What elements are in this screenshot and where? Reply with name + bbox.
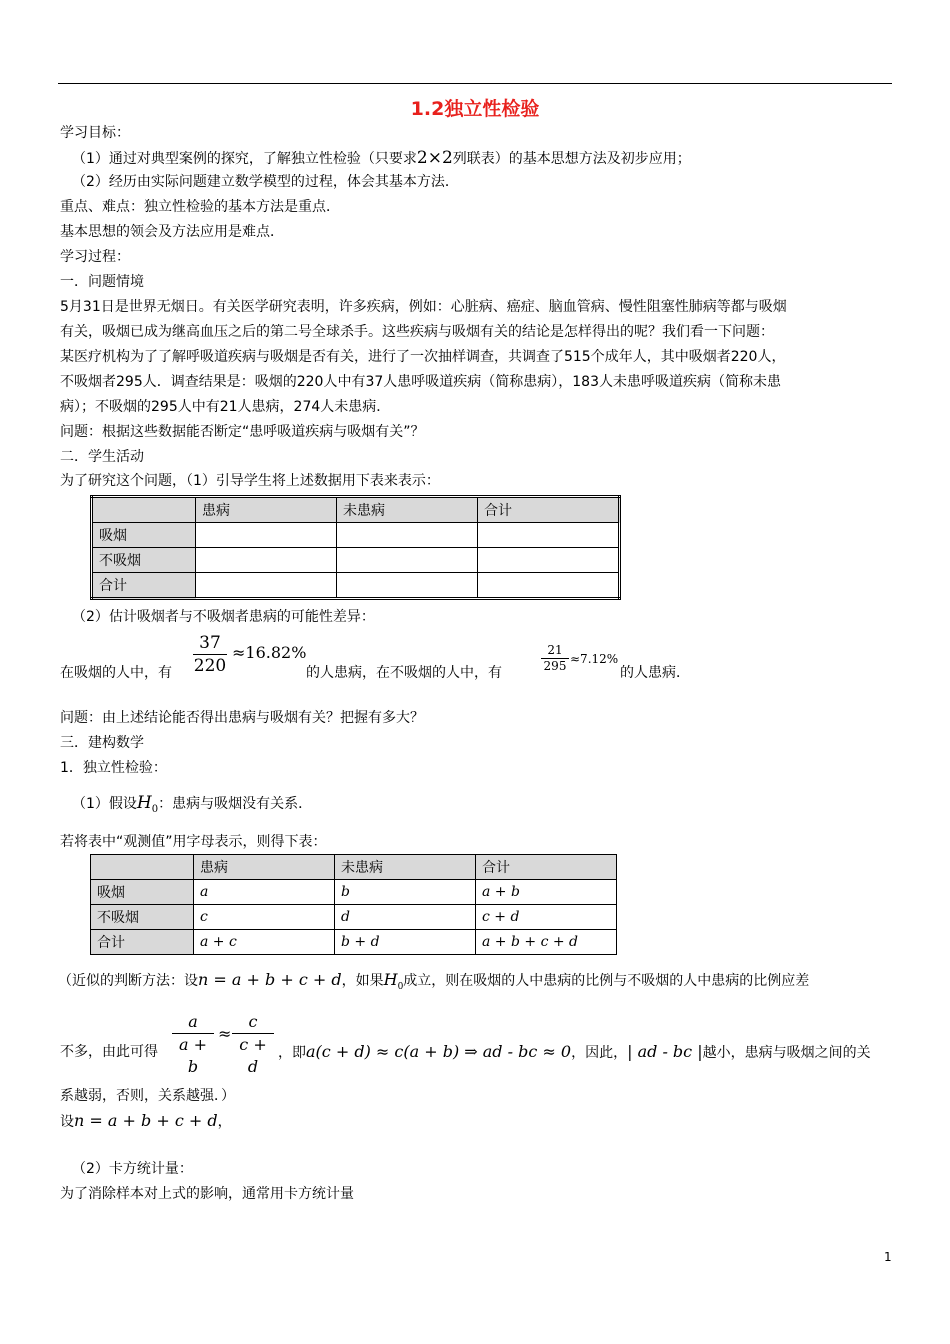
table1-header-cell: 患病 — [196, 497, 337, 523]
h0-symbol: H — [383, 970, 398, 989]
estimate-text-a: 在吸烟的人中，有 — [60, 665, 172, 681]
section-3-heading: 三．建构数学 — [60, 735, 144, 751]
approx-method-line — [58, 969, 809, 998]
approx-text-c: 成立，则在吸烟的人中患病的比例与不吸烟的人中患病的比例应差 — [403, 973, 810, 989]
section-1-heading: 一．问题情境 — [60, 274, 144, 290]
fraction-numerator: 37 — [199, 633, 221, 653]
fraction-denominator: a + b — [178, 1035, 208, 1076]
table-row — [91, 905, 617, 930]
table-row — [92, 523, 620, 548]
difficult-points: 基本思想的领会及方法应用是难点． — [60, 224, 284, 240]
table1-row-label: 合计 — [92, 573, 196, 599]
paragraph-line-3: 某医疗机构为了了解呼吸道疾病与吸烟是否有关，进行了一次抽样调查，共调查了515个成年人，其中吸烟者220人， — [60, 349, 786, 365]
table2-row-label: 合计 — [91, 930, 194, 955]
table1-cell — [478, 523, 620, 548]
table1-intro: 为了研究这个问题，（1）引导学生将上述数据用下表来表示： — [60, 473, 440, 489]
objective-1-math: 2×2 — [416, 148, 453, 168]
derivation-text-a: 不多，由此可得 — [60, 1044, 158, 1060]
derivation-text-b: ，即 — [278, 1045, 306, 1061]
approx-symbol: ≈ — [218, 1024, 232, 1043]
table2-header-cell: 合计 — [476, 855, 617, 880]
fraction-denominator: c + d — [239, 1035, 267, 1076]
derivation-text-c: ，因此， — [571, 1045, 628, 1061]
h0-subscript: 0 — [397, 981, 404, 992]
objective-1-text-a: （1）通过对典型案例的探究，了解独立性检验（只要求 — [72, 151, 417, 167]
table2-row-label: 吸烟 — [91, 880, 194, 905]
objective-2: （2）经历由实际问题建立数学模型的过程，体会其基本方法． — [72, 174, 459, 190]
table1-cell — [196, 573, 337, 599]
hypothesis-text-b: ：患病与吸烟没有关系． — [158, 796, 313, 812]
table2-cell: c — [194, 905, 335, 930]
table1-header-cell — [92, 497, 196, 523]
process-heading: 学习过程： — [60, 249, 130, 265]
table1-cell — [337, 523, 478, 548]
fraction-37-220 — [193, 632, 227, 677]
hypothesis-text-a: （1）假设 — [72, 796, 137, 812]
h0-subscript: 0 — [151, 803, 159, 815]
objective-1-text-b: 列联表）的基本思想方法及初步应用； — [452, 151, 691, 167]
table2-header-row — [91, 855, 617, 880]
set-n-line — [60, 1110, 232, 1133]
value-7-12: ≈7.12% — [570, 652, 619, 666]
table2-cell: b + d — [335, 930, 476, 955]
n-definition: n = a + b + c + d — [198, 970, 342, 989]
estimate-text-c: 的人患病． — [620, 665, 690, 681]
fraction-21-295 — [541, 643, 569, 674]
objectives-heading: 学习目标： — [60, 125, 130, 141]
table1-header-cell: 未患病 — [337, 497, 478, 523]
table2-header-cell: 患病 — [194, 855, 335, 880]
fraction-numerator: c — [248, 1012, 258, 1031]
derivation-text-d: 越小，患病与吸烟之间的关 — [702, 1045, 871, 1061]
fraction-numerator: a — [188, 1012, 198, 1031]
set-n-text-b: ， — [217, 1114, 232, 1130]
question-1: 问题：根据这些数据能否断定“患呼吸道疾病与吸烟有关”？ — [60, 424, 425, 440]
chi-square-intro: 为了消除样本对上式的影响，通常用卡方统计量 — [60, 1186, 354, 1202]
fraction-a-over-ab — [172, 1011, 214, 1078]
table1-cell — [478, 573, 620, 599]
table1-row-label: 吸烟 — [92, 523, 196, 548]
approx-text-b: ，如果 — [341, 973, 384, 989]
fraction-denominator: 220 — [193, 656, 227, 676]
fraction-c-over-cd — [232, 1011, 274, 1078]
set-n-text-a: 设 — [60, 1114, 74, 1130]
table1-cell — [478, 548, 620, 573]
conclusion-line: 系越弱，否则，关系越强．） — [60, 1088, 235, 1104]
key-points: 重点、难点：独立性检验的基本方法是重点． — [60, 199, 340, 215]
table2-cell: a + c — [194, 930, 335, 955]
table-row — [92, 548, 620, 573]
paragraph-line-2: 有关，吸烟已成为继高血压之后的第二号全球杀手。这些疾病与吸烟有关的结论是怎样得出的呢？我们看一下问题： — [60, 324, 774, 340]
page-number: 1 — [884, 1250, 892, 1264]
table1-cell — [337, 573, 478, 599]
table2-intro: 若将表中“观测值”用字母表示，则得下表： — [60, 834, 327, 850]
table1-cell — [196, 523, 337, 548]
table2-header-cell: 未患病 — [335, 855, 476, 880]
table-row — [91, 880, 617, 905]
n-definition-2: n = a + b + c + d — [74, 1111, 218, 1130]
table-row — [92, 573, 620, 599]
fraction-numerator: 21 — [547, 643, 563, 657]
table2-cell: b — [335, 880, 476, 905]
table-1 — [90, 495, 621, 600]
paragraph-line-5: 病）；不吸烟的295人中有21人患病，274人未患病． — [60, 399, 391, 415]
question-2: 问题：由上述结论能否得出患病与吸烟有关？把握有多大？ — [60, 710, 424, 726]
chi-square-heading: （2）卡方统计量： — [72, 1161, 193, 1177]
value-16-82: ≈16.82% — [232, 643, 307, 662]
table2-cell: a — [194, 880, 335, 905]
table-row — [91, 930, 617, 955]
table-2 — [90, 854, 617, 955]
header-rule — [58, 83, 892, 84]
estimate-text-b: 的人患病，在不吸烟的人中，有 — [306, 665, 502, 681]
table1-cell — [337, 548, 478, 573]
derivation-line — [278, 1041, 871, 1064]
objective-1 — [72, 147, 691, 170]
paragraph-line-1: 5月31日是世界无烟日。有关医学研究表明，许多疾病，例如：心脏病、癌症、脑血管病、慢性阻塞性肺病等都与吸烟 — [60, 299, 787, 315]
h0-symbol: H — [136, 793, 152, 813]
fraction-denominator: 295 — [543, 659, 567, 673]
table1-cell — [196, 548, 337, 573]
derivation-math: a(c + d) ≈ c(a + b) ⇒ ad - bc ≈ 0 — [306, 1042, 572, 1061]
table2-row-label: 不吸烟 — [91, 905, 194, 930]
table1-row-label: 不吸烟 — [92, 548, 196, 573]
table2-header-cell — [91, 855, 194, 880]
table1-header-row — [92, 497, 620, 523]
subsection-1-heading: 1．独立性检验： — [60, 760, 167, 776]
estimate-heading: （2）估计吸烟者与不吸烟者患病的可能性差异： — [72, 609, 375, 625]
table2-cell: c + d — [476, 905, 617, 930]
approx-text-a: （近似的判断方法：设 — [58, 973, 198, 989]
table2-cell: a + b + c + d — [476, 930, 617, 955]
hypothesis-line — [72, 792, 312, 821]
table1-header-cell: 合计 — [478, 497, 620, 523]
page-title: 1.2独立性检验 — [410, 98, 540, 120]
table2-cell: d — [335, 905, 476, 930]
paragraph-line-4: 不吸烟者295人．调查结果是：吸烟的220人中有37人患呼吸道疾病（简称患病），183人未患呼吸道疾病（简称未患 — [60, 374, 781, 390]
abs-ad-bc: | ad - bc | — [627, 1042, 703, 1061]
section-2-heading: 二．学生活动 — [60, 449, 144, 465]
table2-cell: a + b — [476, 880, 617, 905]
